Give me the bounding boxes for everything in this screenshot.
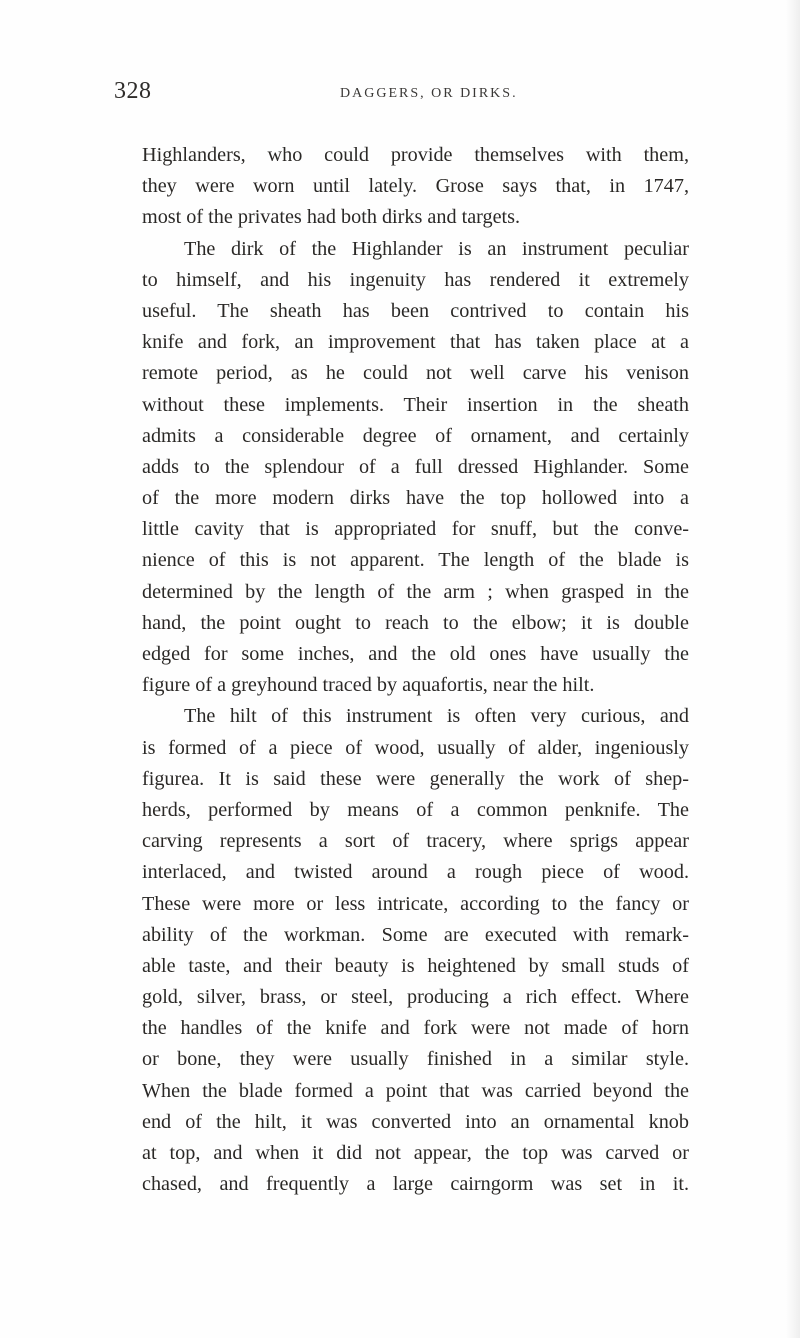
page-edge-shadow (786, 0, 800, 1338)
text-line: adds to the splendour of a full dressed Highlander. Some (142, 455, 689, 478)
text-line: end of the hilt, it was converted into an ornamental knob (142, 1110, 689, 1133)
text-line: knife and fork, an improvement that has taken place at a (142, 331, 689, 354)
text-line: or bone, they were usually finished in a similar style. (142, 1048, 689, 1071)
text-line: These were more or less intricate, according to the fancy or (142, 892, 689, 915)
text-line: hand, the point ought to reach to the elbow; it is double (142, 611, 689, 634)
text-line: to himself, and his ingenuity has rendered it extremely (142, 268, 689, 291)
text-line: interlaced, and twisted around a rough piece of wood. (142, 861, 689, 884)
body-text (142, 140, 689, 1200)
text-line: chased, and frequently a large cairngorm was set in it. (142, 1173, 689, 1196)
text-line: determined by the length of the arm ; when grasped in the (142, 580, 689, 603)
text-line: ability of the workman. Some are executed with remark- (142, 923, 689, 946)
text-line: able taste, and their beauty is heightened by small studs of (142, 954, 689, 977)
text-line: little cavity that is appropriated for snuff, but the conve- (142, 518, 689, 541)
text-line: gold, silver, brass, or steel, producing a rich effect. Where (142, 986, 689, 1009)
page-header (114, 78, 714, 114)
text-line: the handles of the knife and fork were not made of horn (142, 1017, 689, 1040)
text-line: figure of a greyhound traced by aquafortis, near the hilt. (142, 674, 595, 697)
text-line: useful. The sheath has been contrived to contain his (142, 299, 689, 322)
text-line: figurea. It is said these were generally the work of shep- (142, 767, 689, 790)
text-line: nience of this is not apparent. The length of the blade is (142, 549, 689, 572)
text-line: herds, performed by means of a common penknife. The (142, 798, 689, 821)
page-number: 328 (114, 78, 152, 104)
text-line: at top, and when it did not appear, the top was carved or (142, 1142, 689, 1164)
text-line: carving represents a sort of tracery, where sprigs appear (142, 830, 689, 853)
text-line: without these implements. Their insertion in the sheath (142, 393, 689, 416)
text-line: admits a considerable degree of ornament, and certainly (142, 424, 689, 447)
text-line: of the more modern dirks have the top hollowed into a (142, 487, 689, 510)
text-line: is formed of a piece of wood, usually of alder, ingeniously (142, 736, 689, 759)
text-line: The dirk of the Highlander is an instrument peculiar (184, 237, 689, 260)
text-line: most of the privates had both dirks and targets. (142, 206, 521, 229)
text-line: When the blade formed a point that was carried beyond the (142, 1079, 689, 1102)
text-line: they were worn until lately. Grose says that, in 1747, (142, 175, 689, 198)
text-line: Highlanders, who could provide themselves with them, (142, 144, 689, 166)
running-title: DAGGERS, OR DIRKS. (340, 86, 518, 101)
text-line: The hilt of this instrument is often very curious, and (184, 705, 689, 728)
text-line: edged for some inches, and the old ones have usually the (142, 643, 689, 665)
text-line: remote period, as he could not well carve his venison (142, 362, 689, 385)
